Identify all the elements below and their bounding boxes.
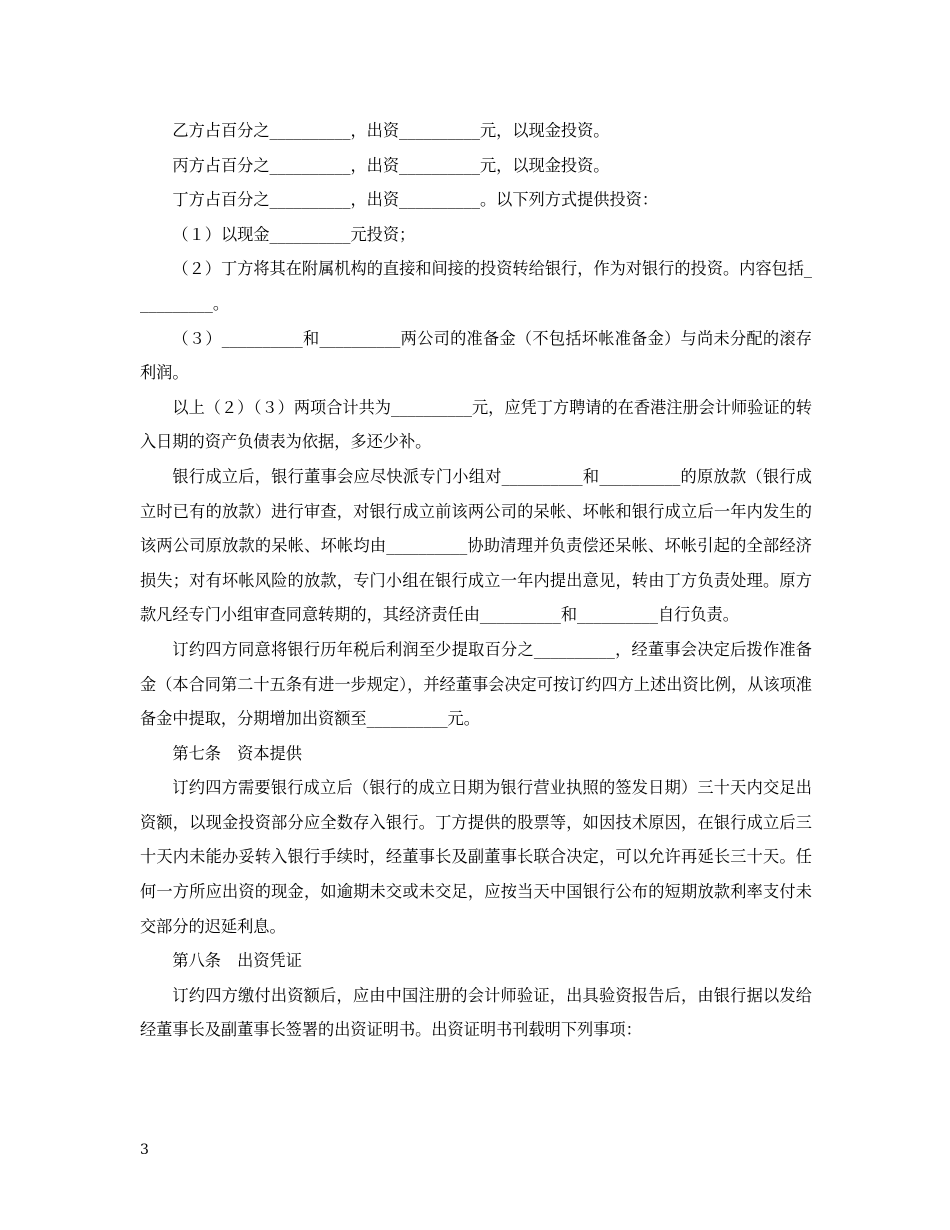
paragraph-capital-certificate: 订约四方缴付出资额后，应由中国注册的会计师验证，出具验资报告后，由银行据以发给经董事长及副董事长签署的出资证明书。出资证明书刊载明下列事项： [140,985,812,1040]
paragraph-capital-provision: 订约四方需要银行成立后（银行的成立日期为银行营业执照的签发日期）三十天内交足出资额，以现金投资部分应全数存入银行。丁方提供的股票等，如因技术原因，在银行成立后三十天内未能办妥转入银行手续时，经董事长及副董事长联合决定，可以允许再延长三十天。任何一方所应出资的现金，如逾期未交或未交足，应按当天中国银行公布的短期放款利率支付未交部分的迟延利息。 [140,778,812,936]
paragraph-item-3: （３）__________和__________两公司的准备金（不包括坏帐准备金）与尚未分配的滚存利润。 [140,328,812,383]
paragraph-item-2: （２）丁方将其在附属机构的直接和间接的投资转给银行，作为对银行的投资。内容包括__________。 [140,259,812,313]
article-7-heading: 第七条 资本提供 [172,743,302,763]
paragraph-total: 以上（２）（３）两项合计共为__________元，应凭丁方聘请的在香港注册会计师验证的转入日期的资产负债表为依据，多还少补。 [140,397,812,452]
paragraph-party-b: 乙方占百分之__________，出资__________元，以现金投资。 [172,121,610,140]
page-number: 3 [140,1142,149,1158]
paragraph-party-d: 丁方占百分之__________，出资__________。以下列方式提供投资： [172,190,659,210]
paragraph-loan-review: 银行成立后，银行董事会应尽快派专门小组对__________和__________的原放款（银行成立时已有的放款）进行审查，对银行成立前该两公司的呆帐、坏帐和银行成立后一年内发生的该两公司原放款的呆帐、坏帐均由__________协助清理并负责偿还呆帐、坏帐引起的全部经济损失；对有坏帐风险的放款，专门小组在银行成立一年内提出意见，转由丁方负责处理。原方款凡经专门小组审查同意转期的，其经济责任由__________和__________自行负责。 [140,466,812,625]
document-body [140,114,812,1048]
paragraph-reserve: 订约四方同意将银行历年税后利润至少提取百分之__________，经董事会决定后拨作准备金（本合同第二十五条有进一步规定），并经董事会决定可按订约四方上述出资比例，从该项准备金中提取，分期增加出资额至__________元。 [140,639,812,729]
paragraph-item-1: （１）以现金__________元投资； [172,224,416,244]
paragraph-party-c: 丙方占百分之__________，出资__________元，以现金投资。 [172,155,610,175]
article-8-heading: 第八条 出资凭证 [172,951,302,971]
